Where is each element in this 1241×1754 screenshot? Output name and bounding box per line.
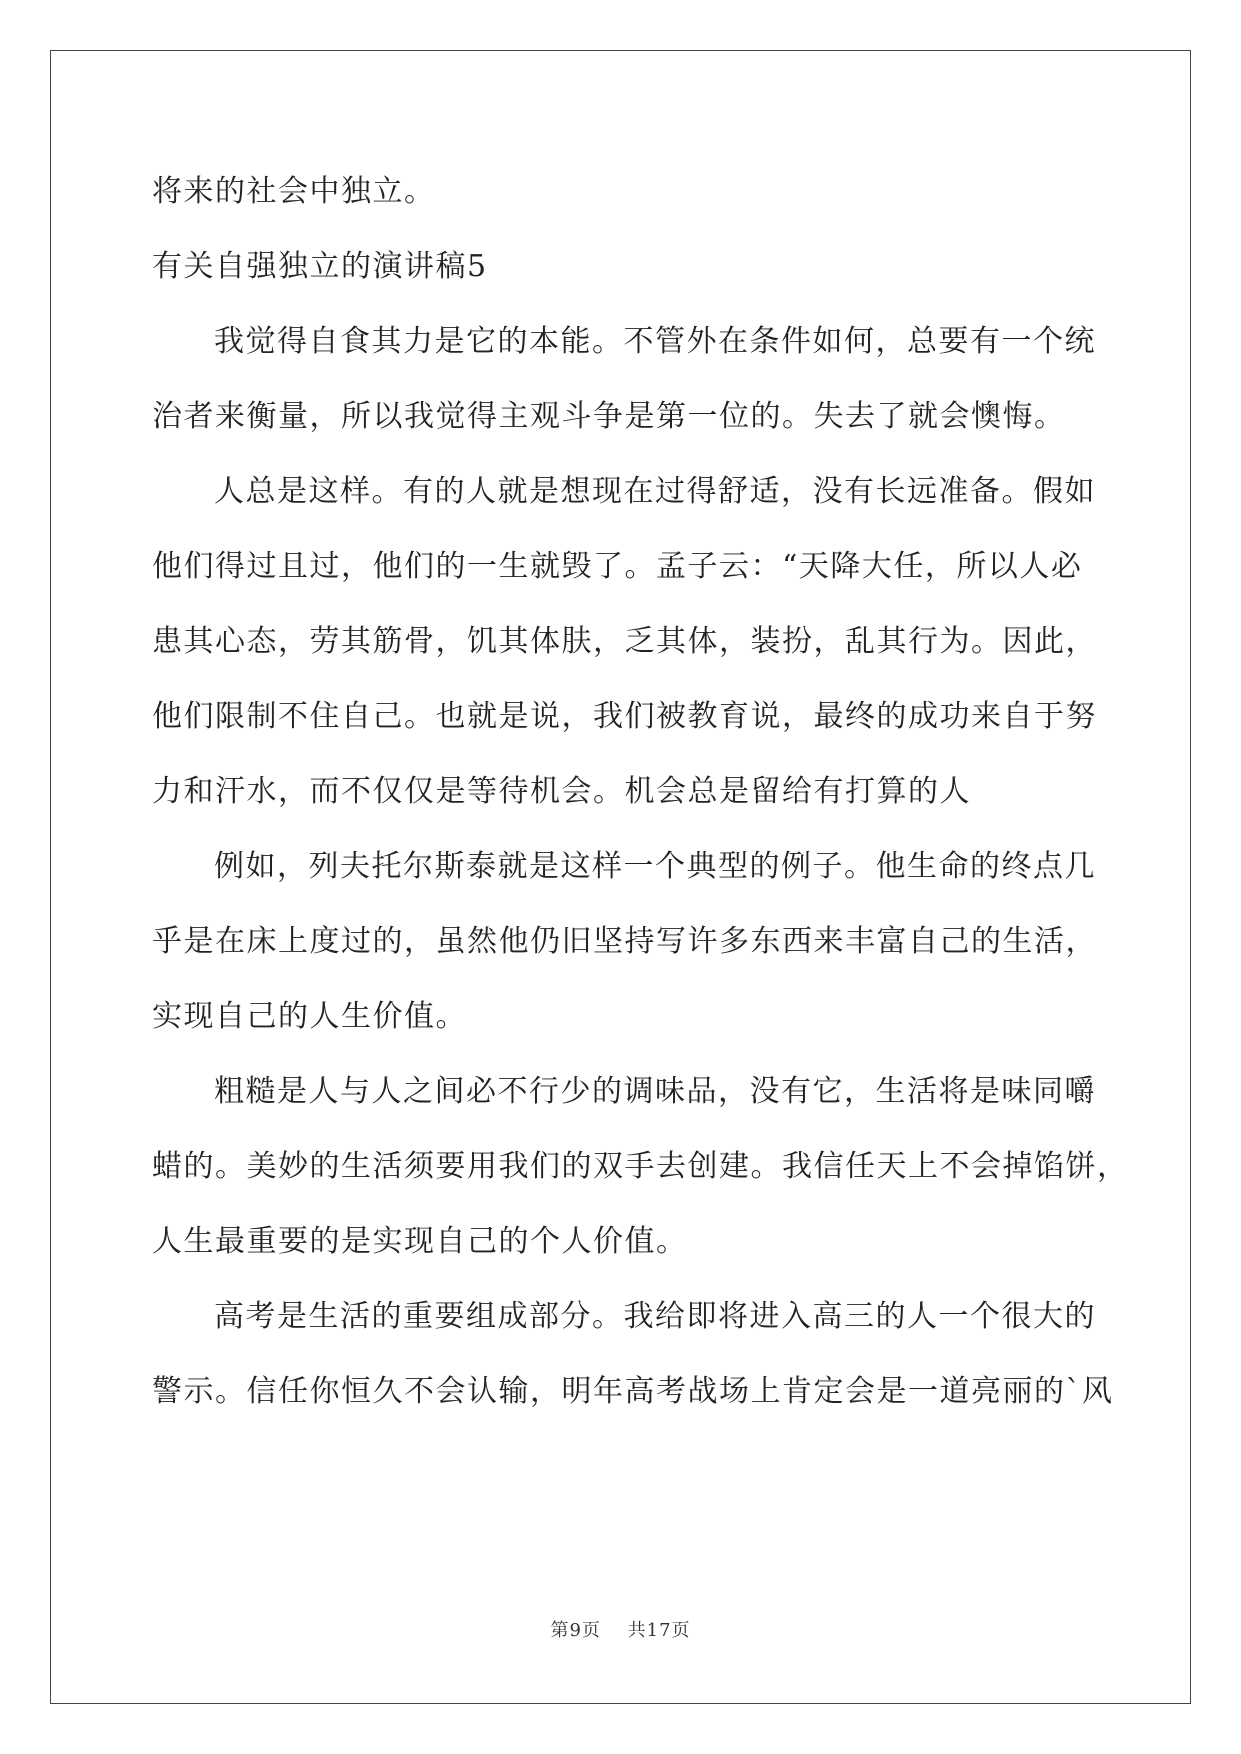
paragraph-line: 人生最重要的是实现自己的个人价值。	[152, 1224, 688, 1259]
text-line: 将来的社会中独立。	[152, 174, 436, 209]
section-heading: 有关自强独立的演讲稿5	[152, 249, 488, 284]
page-footer	[0, 1616, 1241, 1642]
paragraph-line: 他们限制不住自己。也就是说，我们被教育说，最终的成功来自于努	[152, 699, 1097, 734]
paragraph-line: 乎是在床上度过的，虽然他仍旧坚持写许多东西来丰富自己的生活，	[152, 924, 1097, 959]
paragraph-line: 人总是这样。有的人就是想现在过得舒适，没有长远准备。假如	[214, 474, 1096, 509]
paragraph-line: 患其心态，劳其筋骨，饥其体肤，乏其体，装扮，乱其行为。因此，	[152, 624, 1097, 659]
paragraph-line: 蜡的。美妙的生活须要用我们的双手去创建。我信任天上不会掉馅饼，	[152, 1149, 1129, 1184]
paragraph-line: 治者来衡量，所以我觉得主观斗争是第一位的。失去了就会懊悔。	[152, 399, 1066, 434]
paragraph-line: 例如，列夫托尔斯泰就是这样一个典型的例子。他生命的终点几	[214, 849, 1096, 884]
paragraph-line: 警示。信任你恒久不会认输，明年高考战场上肯定会是一道亮丽的`风	[152, 1374, 1114, 1409]
paragraph-line: 我觉得自食其力是它的本能。不管外在条件如何，总要有一个统	[214, 324, 1096, 359]
page-total: 共17页	[627, 1620, 691, 1641]
paragraph-line: 实现自己的人生价值。	[152, 999, 467, 1034]
page-number: 第9页	[550, 1620, 601, 1641]
paragraph-line: 粗糙是人与人之间必不行少的调味品，没有它，生活将是味同嚼	[214, 1074, 1096, 1109]
paragraph-line: 高考是生活的重要组成部分。我给即将进入高三的人一个很大的	[214, 1299, 1096, 1334]
paragraph-line: 他们得过且过，他们的一生就毁了。孟子云：“天降大任，所以人必	[152, 549, 1083, 584]
paragraph-line: 力和汗水，而不仅仅是等待机会。机会总是留给有打算的人	[152, 774, 971, 809]
